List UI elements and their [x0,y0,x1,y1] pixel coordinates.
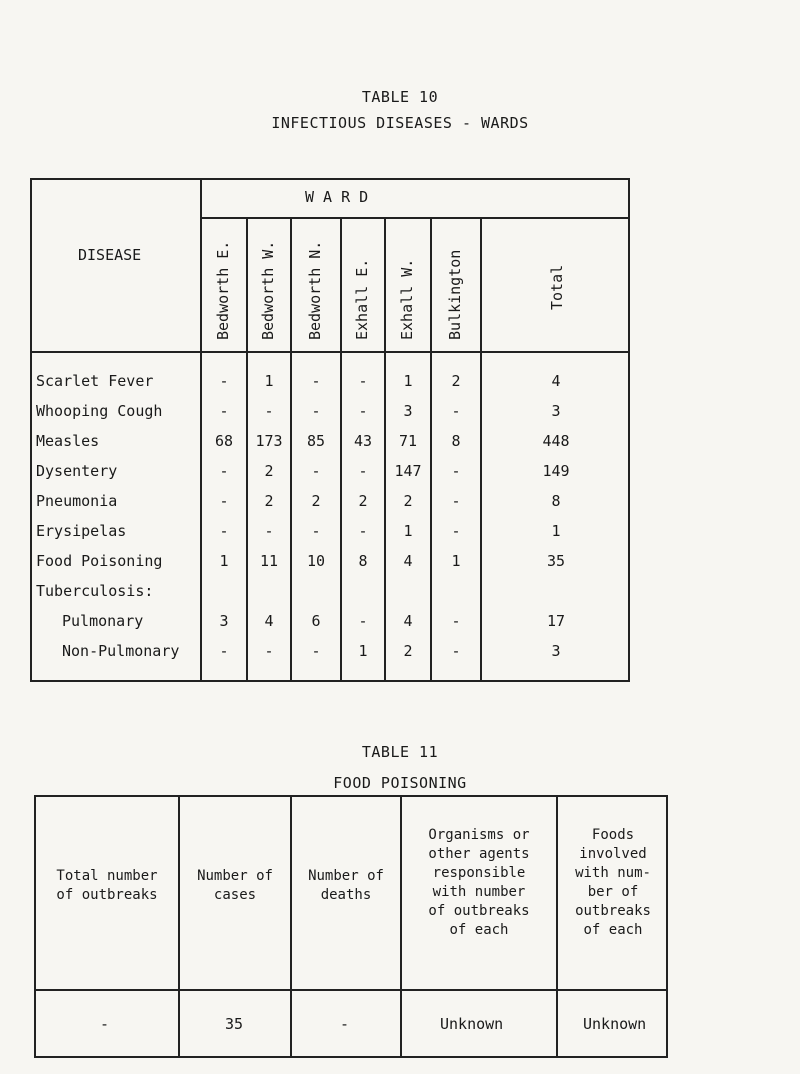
table-cell: 2 [403,492,413,510]
table-cell: 11 [259,552,279,570]
table-cell: - [311,462,321,480]
table-cell: 8 [451,432,461,450]
table-cell: - [219,462,229,480]
table-cell: - [311,522,321,540]
table-cell: 2 [264,492,274,510]
row-label: Pneumonia [36,492,118,510]
table-11-title: TABLE 11 [361,743,439,761]
col-divider [290,795,292,1058]
table-cell: - [358,372,368,390]
table-cell: 1 [264,372,274,390]
disease-column-divider [200,178,202,682]
table-cell: - [311,642,321,660]
table-cell: 1 [551,522,561,540]
table-cell: 71 [398,432,418,450]
header-number-of-deaths: Number of deaths [308,868,384,903]
table-11-subtitle: FOOD POISONING [333,774,467,792]
row-label: Food Poisoning [36,552,163,570]
table-cell: 149 [542,462,570,480]
table-cell: 2 [358,492,368,510]
table-cell: 2 [311,492,321,510]
row-label: Pulmonary [62,612,144,630]
table-cell: - [451,642,461,660]
col-header-total: Total [548,264,566,310]
col-header-bedworth-n: Bedworth N. [306,240,324,340]
col-header-bedworth-w: Bedworth W. [259,240,277,340]
table-cell: 3 [403,402,413,420]
table-cell: - [219,372,229,390]
table-cell: 4 [403,552,413,570]
ward-header: W A R D [305,188,369,206]
table-cell: 1 [403,522,413,540]
row-label: Non-Pulmonary [62,642,180,660]
value-total-outbreaks: - [100,1015,110,1033]
table-cell: - [358,522,368,540]
table-cell: - [451,492,461,510]
table-cell: 6 [311,612,321,630]
table-cell: 2 [264,462,274,480]
table-cell: 1 [358,642,368,660]
value-foods: Unknown [583,1015,647,1033]
table-cell: 1 [451,552,461,570]
header-divider [30,351,630,353]
value-deaths: - [340,1015,350,1033]
table-cell: - [219,492,229,510]
row-label: Measles [36,432,100,450]
row-label: Scarlet Fever [36,372,154,390]
table-cell: 4 [264,612,274,630]
header-number-of-cases: Number of cases [197,868,273,903]
table-cell: - [358,462,368,480]
table-cell: - [264,402,274,420]
value-organisms: Unknown [440,1015,504,1033]
table-cell: - [451,462,461,480]
table-10-subtitle: INFECTIOUS DISEASES - WARDS [271,114,529,132]
row-label: Dysentery [36,462,118,480]
table-cell: 35 [546,552,566,570]
table-cell: - [358,402,368,420]
table-cell: 68 [214,432,234,450]
table-cell: 4 [551,372,561,390]
table-cell: - [358,612,368,630]
table-cell: - [264,642,274,660]
table-cell: - [219,402,229,420]
value-cases: 35 [225,1015,244,1033]
table-cell: 10 [306,552,326,570]
table-cell: - [451,522,461,540]
table-cell: 2 [403,642,413,660]
table-cell: - [219,642,229,660]
table-cell: 1 [219,552,229,570]
table-cell: 173 [255,432,283,450]
col-header-exhall-w: Exhall W. [398,258,416,340]
table-cell: 4 [403,612,413,630]
row-label: Tuberculosis: [36,582,154,600]
col-header-exhall-e: Exhall E. [353,258,371,340]
table-cell: 17 [546,612,566,630]
col-header-bulkington: Bulkington [446,249,464,340]
table-cell: - [264,522,274,540]
table-cell: 43 [353,432,373,450]
table-cell: 147 [394,462,422,480]
table-cell: 1 [403,372,413,390]
table-cell: 3 [551,642,561,660]
table-cell: - [311,402,321,420]
table-cell: 3 [219,612,229,630]
table-cell: 448 [542,432,570,450]
header-organisms: Organisms or other agents responsible with number of outbreaks of each [428,827,530,938]
header-foods-involved: Foods involved with num- ber of outbreaks of each [575,827,651,938]
disease-header: DISEASE [78,246,142,264]
table-cell: - [451,612,461,630]
table-cell: - [311,372,321,390]
table-cell: 85 [306,432,326,450]
table-cell: 2 [451,372,461,390]
table-10-title: TABLE 10 [361,88,439,106]
row-label: Erysipelas [36,522,127,540]
table-cell: 8 [551,492,561,510]
table-cell: - [219,522,229,540]
ward-header-divider [200,217,630,219]
col-header-bedworth-e: Bedworth E. [214,240,232,340]
row-label: Whooping Cough [36,402,163,420]
table-cell: - [451,402,461,420]
table-11-header-divider [34,989,668,991]
table-cell: 3 [551,402,561,420]
header-total-outbreaks: Total number of outbreaks [56,868,158,903]
table-cell: 8 [358,552,368,570]
col-divider [178,795,180,1058]
